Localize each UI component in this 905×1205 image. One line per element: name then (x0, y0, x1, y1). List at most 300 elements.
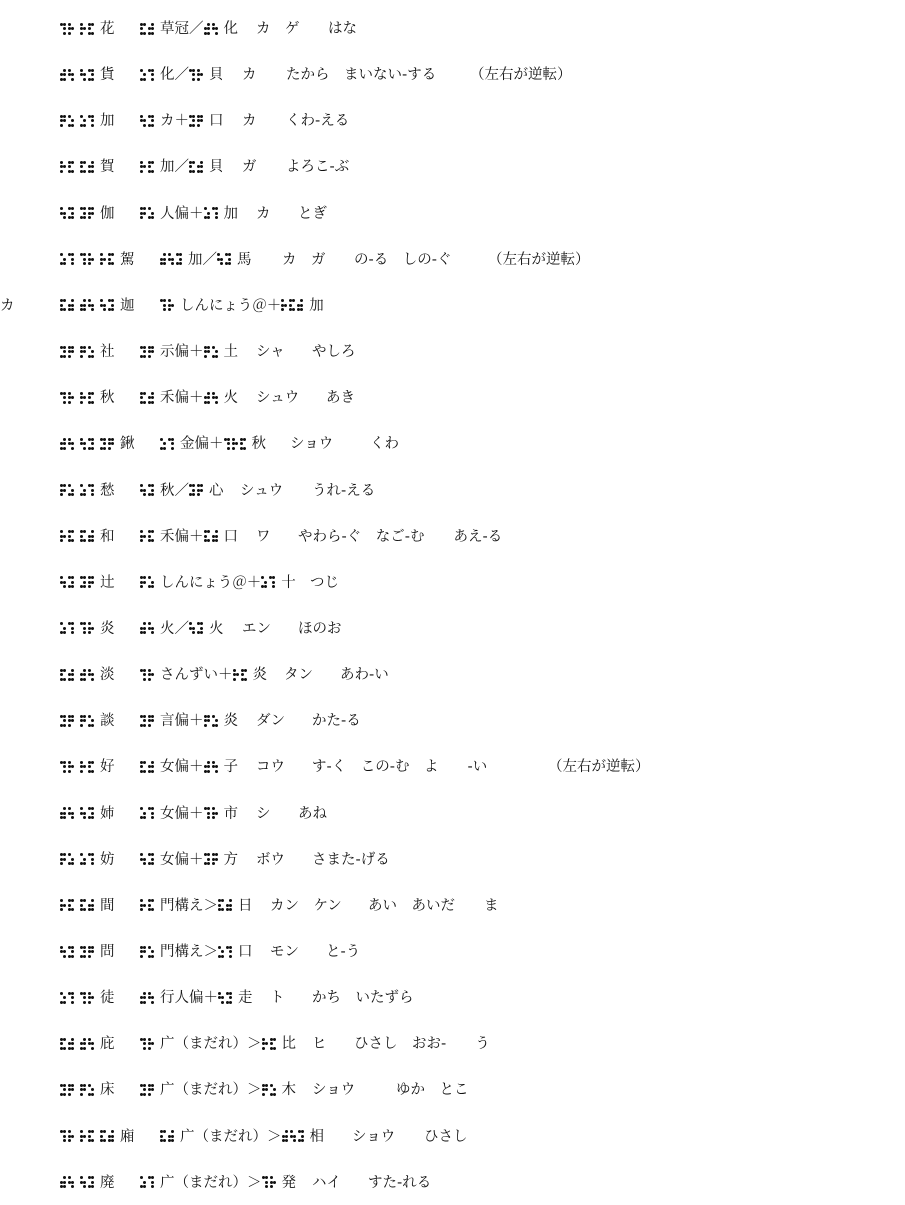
composition-part: 女偏＋ (160, 805, 204, 822)
composition-part: 門構え＞ (160, 944, 218, 960)
braille-cell (60, 715, 66, 728)
braille-cell (140, 1176, 146, 1189)
kun-reading: やわら-ぐ なご-む あえ-る (298, 528, 503, 545)
kanji-composition (140, 337, 238, 367)
braille-symbol (60, 530, 76, 543)
on-reading: ダン (256, 713, 286, 730)
on-reading: コウ (256, 759, 285, 776)
braille-cell (88, 992, 94, 1005)
composition-part: 加／ (160, 159, 189, 176)
braille-cell (148, 69, 154, 82)
kanji-cell (60, 522, 115, 552)
braille-symbol (60, 392, 76, 405)
braille-cell (68, 530, 74, 543)
braille-cell (88, 1176, 94, 1189)
kanji-composition (140, 199, 238, 229)
kanji-composition (140, 476, 224, 506)
kanji-cell (60, 1075, 115, 1105)
braille-cell (68, 761, 74, 774)
braille-cell (80, 1038, 86, 1051)
braille-cell (140, 992, 146, 1005)
braille-symbol (80, 1084, 96, 1097)
kanji-composition (140, 799, 238, 829)
kanji-cell (60, 60, 115, 90)
braille-cell (80, 438, 86, 451)
composition-part: 广（まだれ）＞ (160, 1082, 262, 1099)
kanji-character: 加 (100, 113, 115, 130)
braille-cell (140, 530, 146, 543)
kanji-character: 秋 (100, 390, 115, 407)
braille-cell (60, 1038, 66, 1051)
braille-cell (68, 715, 74, 728)
on-reading: カ (242, 67, 257, 84)
braille-cell (60, 161, 66, 174)
on-reading: ボウ (256, 851, 285, 868)
braille-symbol (80, 23, 96, 36)
braille-cell (60, 576, 66, 589)
braille-cell (212, 807, 218, 820)
kanji-composition (140, 152, 224, 182)
braille-cell (148, 392, 154, 405)
braille-cell (80, 576, 86, 589)
braille-cell (168, 438, 174, 451)
braille-cell (68, 115, 74, 128)
braille-cell (80, 669, 86, 682)
braille-symbol (189, 161, 205, 174)
composition-part: 化／ (160, 67, 189, 84)
on-reading: ショウ (352, 1128, 396, 1145)
braille-cell (80, 1084, 86, 1097)
braille-cell (148, 23, 154, 36)
kun-reading: たから まいない-する (286, 67, 437, 84)
composition-part: 子 (223, 759, 238, 776)
braille-symbol (80, 899, 96, 912)
composition-part: 十 (281, 574, 296, 591)
braille-cell (68, 807, 74, 820)
braille-cell (68, 1176, 74, 1189)
kanji-character: 貨 (100, 67, 115, 84)
braille-cell (88, 530, 94, 543)
braille-cell (80, 530, 86, 543)
braille-cell (140, 715, 146, 728)
braille-cell (80, 299, 86, 312)
braille-symbol (60, 115, 76, 128)
kanji-entry-row (0, 1122, 905, 1152)
braille-symbol (204, 392, 220, 405)
braille-cell (140, 669, 146, 682)
braille-cell (88, 253, 94, 266)
braille-cell (218, 899, 224, 912)
braille-cell (80, 946, 86, 959)
braille-cell (282, 1130, 288, 1143)
braille-cell (60, 992, 66, 1005)
kun-reading: ゆか とこ (396, 1082, 469, 1099)
kanji-composition (140, 60, 224, 90)
braille-cell (148, 115, 154, 128)
braille-symbol (160, 253, 184, 266)
composition-part: 广（まだれ）＞ (160, 1174, 262, 1191)
braille-cell (204, 23, 210, 36)
braille-cell (80, 253, 86, 266)
braille-symbol (60, 23, 76, 36)
braille-cell (148, 992, 154, 1005)
braille-cell (60, 299, 66, 312)
kanji-character: 淡 (100, 667, 115, 684)
composition-part: 木 (281, 1082, 296, 1099)
braille-cell (80, 853, 86, 866)
braille-cell (140, 346, 146, 359)
kanji-cell (60, 983, 115, 1013)
kanji-composition (140, 14, 238, 44)
composition-part: 化 (223, 21, 238, 37)
braille-cell (80, 807, 86, 820)
kanji-entry-row (0, 245, 905, 275)
kun-reading: とぎ (298, 205, 327, 222)
braille-cell (148, 853, 154, 866)
composition-part: 金偏＋ (180, 436, 224, 453)
composition-part: 走 (238, 990, 253, 1007)
braille-symbol (60, 1176, 76, 1189)
kun-reading: くわ (370, 436, 399, 453)
braille-symbol (140, 161, 156, 174)
kun-reading: つじ (310, 574, 339, 591)
braille-symbol (217, 253, 233, 266)
composition-part: 广（まだれ）＞ (180, 1128, 282, 1145)
braille-symbol (189, 484, 205, 497)
composition-part: 炎 (223, 713, 238, 730)
kanji-cell (60, 1029, 115, 1059)
braille-symbol (100, 253, 116, 266)
on-reading: カ (256, 205, 271, 222)
composition-part: 相 (309, 1128, 324, 1145)
braille-cell (100, 438, 106, 451)
braille-cell (80, 622, 86, 635)
braille-cell (60, 392, 66, 405)
braille-cell (148, 576, 154, 589)
note-text: （左右が逆転） (470, 67, 572, 84)
kanji-entry-row (0, 152, 905, 182)
braille-cell (270, 1038, 276, 1051)
braille-cell (100, 299, 106, 312)
kanji-composition (140, 522, 238, 552)
braille-cell (298, 1130, 304, 1143)
braille-cell (262, 1038, 268, 1051)
braille-cell (108, 1130, 114, 1143)
braille-cell (140, 69, 146, 82)
braille-cell (80, 1176, 86, 1189)
on-reading: カン ケン (270, 897, 342, 914)
braille-cell (262, 1176, 268, 1189)
braille-cell (140, 1084, 146, 1097)
braille-cell (148, 669, 154, 682)
braille-symbol (60, 1084, 76, 1097)
braille-cell (80, 69, 86, 82)
on-reading: ハイ (312, 1174, 341, 1191)
composition-part: 日 (238, 897, 253, 914)
braille-cell (212, 23, 218, 36)
braille-cell (68, 669, 74, 682)
kanji-character: 和 (100, 528, 115, 545)
braille-cell (60, 69, 66, 82)
braille-symbol (140, 622, 156, 635)
kanji-cell (60, 614, 115, 644)
braille-cell (88, 1130, 94, 1143)
on-reading: タン (284, 667, 313, 684)
braille-cell (80, 899, 86, 912)
kanji-entry-row (0, 1029, 905, 1059)
braille-cell (140, 23, 146, 36)
kanji-entry-row (0, 14, 905, 44)
braille-cell (148, 530, 154, 543)
on-reading: シュウ (240, 482, 284, 499)
braille-cell (148, 946, 154, 959)
braille-cell (88, 299, 94, 312)
kun-reading: はな (328, 21, 357, 37)
kanji-composition (140, 1075, 296, 1105)
braille-symbol (160, 1130, 176, 1143)
braille-cell (176, 253, 182, 266)
composition-part: 火／ (160, 620, 189, 637)
braille-symbol (80, 530, 96, 543)
braille-cell (80, 1130, 86, 1143)
braille-cell (281, 299, 287, 312)
kanji-composition (140, 1029, 296, 1059)
kanji-character: 廂 (120, 1128, 135, 1145)
composition-part: 火 (209, 620, 224, 637)
kanji-entry-row (0, 199, 905, 229)
kanji-cell (60, 706, 115, 736)
braille-cell (140, 761, 146, 774)
kanji-entry-row (0, 799, 905, 829)
braille-symbol (224, 438, 248, 451)
braille-cell (233, 669, 239, 682)
braille-symbol (140, 1176, 156, 1189)
braille-cell (168, 1130, 174, 1143)
kanji-cell (60, 660, 115, 690)
braille-symbol (189, 115, 205, 128)
kanji-character: 社 (100, 344, 115, 361)
braille-cell (204, 761, 210, 774)
composition-part: 秋 (251, 436, 266, 453)
braille-symbol (204, 853, 220, 866)
braille-symbol (80, 761, 96, 774)
braille-cell (88, 946, 94, 959)
braille-symbol (140, 392, 156, 405)
braille-symbol (80, 576, 96, 589)
braille-symbol (60, 346, 76, 359)
braille-cell (80, 715, 86, 728)
braille-symbol (60, 207, 76, 220)
braille-cell (68, 853, 74, 866)
kanji-cell (60, 152, 115, 182)
braille-cell (80, 392, 86, 405)
braille-cell (60, 253, 66, 266)
on-reading: カ (0, 297, 15, 314)
braille-symbol (140, 484, 156, 497)
braille-symbol (60, 761, 76, 774)
composition-part: 比 (281, 1036, 296, 1053)
composition-part: 貝 (209, 67, 224, 84)
braille-cell (204, 853, 210, 866)
braille-symbol (60, 484, 76, 497)
braille-symbol (140, 946, 156, 959)
kanji-character: 好 (100, 759, 115, 776)
kanji-cell (60, 476, 115, 506)
braille-cell (108, 299, 114, 312)
composition-part: 草冠／ (160, 21, 204, 37)
braille-symbol (60, 576, 76, 589)
kanji-character: 談 (100, 713, 115, 730)
braille-cell (197, 115, 203, 128)
kun-reading: ひさし (424, 1128, 468, 1145)
braille-cell (80, 115, 86, 128)
braille-cell (189, 115, 195, 128)
kanji-cell (60, 429, 135, 459)
kun-reading: やしろ (312, 344, 356, 361)
braille-cell (262, 1084, 268, 1097)
braille-cell (140, 1038, 146, 1051)
braille-cell (68, 899, 74, 912)
kanji-character: 徒 (100, 990, 115, 1007)
on-reading: モン (270, 944, 299, 960)
kun-reading: うれ-える (312, 482, 376, 499)
kanji-entry-row (0, 383, 905, 413)
braille-cell (60, 622, 66, 635)
braille-symbol (233, 669, 249, 682)
braille-cell (80, 761, 86, 774)
kun-reading: の-る しの-ぐ (354, 251, 452, 268)
braille-cell (204, 346, 210, 359)
braille-cell (140, 853, 146, 866)
braille-cell (204, 530, 210, 543)
kun-reading: あい あいだ ま (368, 897, 499, 914)
braille-symbol (140, 1084, 156, 1097)
braille-symbol (204, 715, 220, 728)
braille-symbol (60, 992, 76, 1005)
composition-part: 門構え＞ (160, 897, 218, 914)
kanji-entry-row (0, 522, 905, 552)
braille-cell (68, 576, 74, 589)
braille-cell (68, 946, 74, 959)
braille-symbol (261, 576, 277, 589)
braille-cell (68, 484, 74, 497)
composition-part: 市 (223, 805, 238, 822)
kun-reading: あわ-い (340, 667, 389, 684)
braille-cell (68, 207, 74, 220)
kanji-character: 伽 (100, 205, 115, 222)
braille-symbol (218, 992, 234, 1005)
composition-part: 土 (223, 344, 238, 361)
kanji-entry-row (0, 429, 905, 459)
kanji-entry-row (0, 614, 905, 644)
braille-cell (148, 1038, 154, 1051)
braille-cell (217, 253, 223, 266)
braille-cell (212, 207, 218, 220)
braille-cell (148, 1084, 154, 1097)
braille-cell (80, 23, 86, 36)
kanji-cell (60, 199, 115, 229)
kanji-composition (160, 429, 266, 459)
composition-part: 女偏＋ (160, 851, 204, 868)
braille-cell (218, 992, 224, 1005)
braille-symbol (60, 1038, 76, 1051)
braille-symbol (80, 807, 96, 820)
braille-symbol (204, 346, 220, 359)
composition-part: 禾偏＋ (160, 528, 204, 545)
kanji-entry-row (0, 291, 905, 321)
kanji-composition (140, 614, 224, 644)
braille-symbol (80, 161, 96, 174)
braille-symbol (60, 899, 76, 912)
braille-cell (197, 484, 203, 497)
braille-symbol (140, 715, 156, 728)
braille-cell (88, 23, 94, 36)
kanji-composition (140, 1168, 296, 1198)
braille-cell (100, 253, 106, 266)
braille-cell (204, 715, 210, 728)
kanji-cell (60, 291, 135, 321)
braille-symbol (60, 946, 76, 959)
kanji-entry-row (0, 1075, 905, 1105)
braille-cell (140, 807, 146, 820)
braille-symbol (140, 530, 156, 543)
kanji-character: 間 (100, 897, 115, 914)
braille-symbol (140, 899, 156, 912)
braille-cell (88, 207, 94, 220)
kanji-composition (140, 706, 238, 736)
braille-symbol (60, 299, 76, 312)
kanji-cell (60, 845, 115, 875)
kanji-cell (60, 14, 115, 44)
kun-reading: さまた-げる (312, 851, 390, 868)
composition-part: 馬 (237, 251, 252, 268)
kanji-character: 炎 (100, 620, 115, 637)
composition-part: しんにょう＠＋ (160, 574, 262, 591)
composition-part: 貝 (209, 159, 224, 176)
braille-cell (289, 299, 295, 312)
braille-cell (168, 253, 174, 266)
kanji-cell (60, 1122, 135, 1152)
kanji-character: 花 (100, 21, 115, 37)
braille-cell (197, 622, 203, 635)
braille-cell (60, 484, 66, 497)
composition-part: 口 (238, 944, 253, 960)
braille-cell (88, 438, 94, 451)
composition-part: しんにょう＠＋ (180, 297, 282, 314)
kanji-character: 鍬 (120, 436, 135, 453)
braille-cell (212, 853, 218, 866)
braille-cell (212, 392, 218, 405)
braille-cell (88, 622, 94, 635)
braille-cell (148, 807, 154, 820)
kanji-composition (140, 106, 224, 136)
braille-symbol (60, 69, 76, 82)
composition-part: カ＋ (160, 113, 189, 130)
composition-part: 加／ (188, 251, 217, 268)
braille-symbol (100, 1130, 116, 1143)
braille-cell (225, 253, 231, 266)
braille-symbol (189, 69, 205, 82)
kun-reading: あき (326, 390, 355, 407)
braille-symbol (80, 207, 96, 220)
note-text: （左右が逆転） (488, 251, 590, 268)
braille-symbol (80, 669, 96, 682)
braille-cell (189, 622, 195, 635)
kanji-entry-row (0, 106, 905, 136)
kanji-character: 床 (100, 1082, 115, 1099)
braille-cell (204, 207, 210, 220)
braille-symbol (281, 299, 305, 312)
